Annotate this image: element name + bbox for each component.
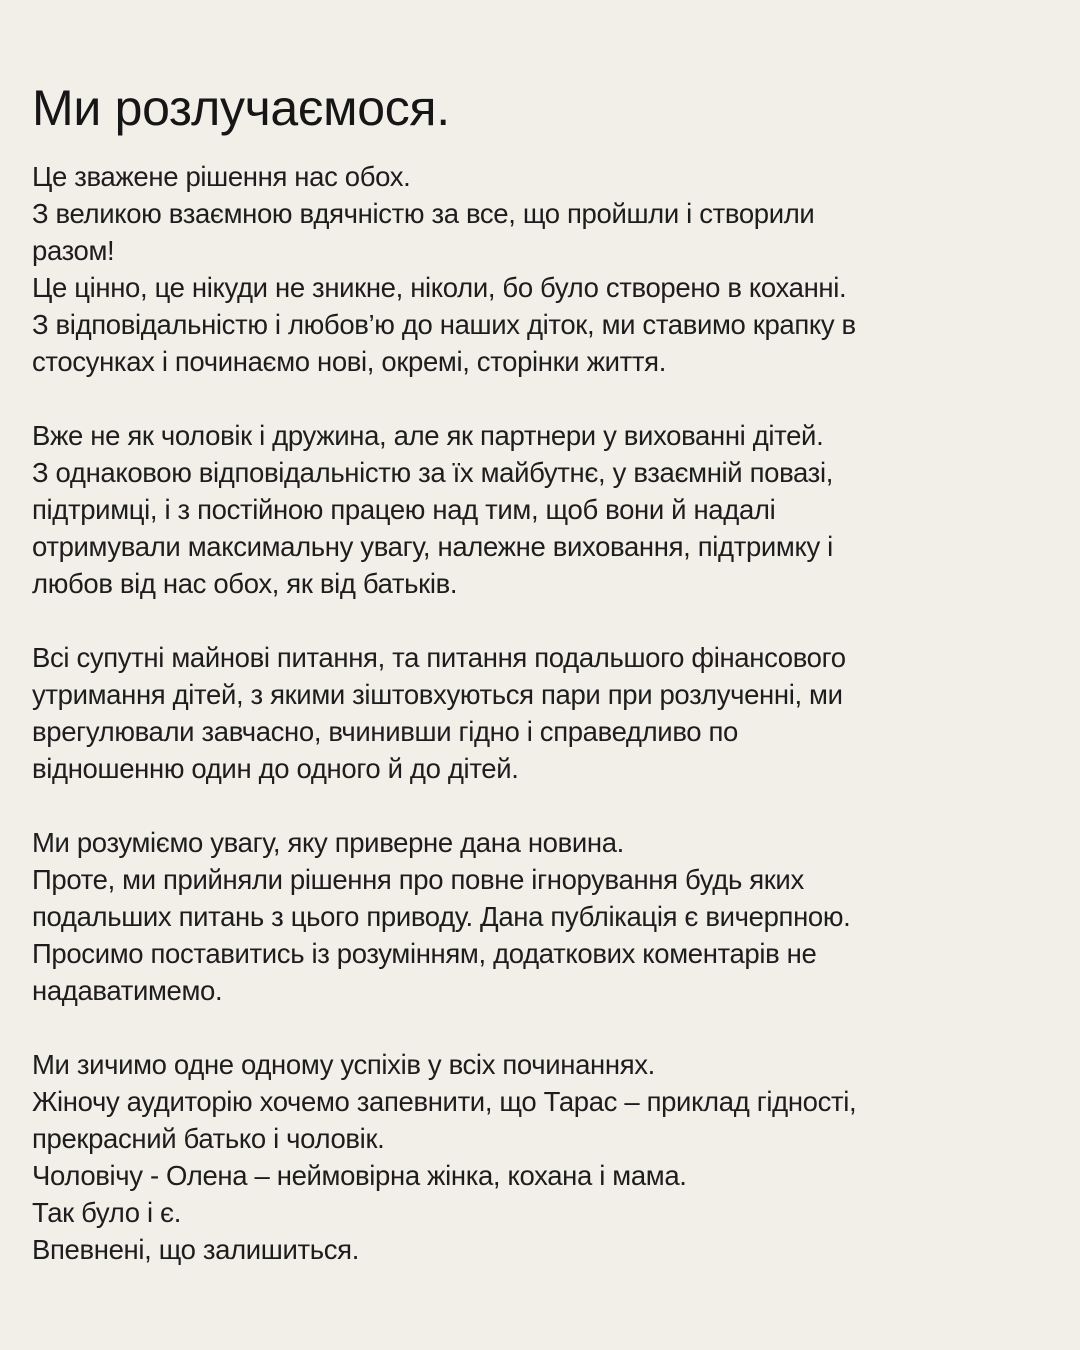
text-line: Просимо поставитись із розумінням, додаткових коментарів не bbox=[32, 938, 817, 969]
text-line: Впевнені, що залишиться. bbox=[32, 1234, 359, 1265]
paragraph-coparenting bbox=[32, 417, 1050, 602]
text-line: Так було і є. bbox=[32, 1197, 181, 1228]
text-line: стосунках і починаємо нові, окремі, сторінки життя. bbox=[32, 346, 666, 377]
paragraph-decision bbox=[32, 158, 1050, 380]
text-line: підтримці, і з постійною працею над тим, щоб вони й надалі bbox=[32, 494, 776, 525]
text-line: отримували максимальну увагу, належне виховання, підтримку і bbox=[32, 531, 833, 562]
page-title: Ми розлучаємося. bbox=[32, 80, 450, 136]
text-line: любов від нас обох, як від батьків. bbox=[32, 568, 458, 599]
text-line: З однаковою відповідальністю за їх майбутнє, у взаємній повазі, bbox=[32, 457, 833, 488]
text-line: Це зважене рішення нас обох. bbox=[32, 161, 411, 192]
text-line: подальших питань з цього приводу. Дана публікація є вичерпною. bbox=[32, 901, 851, 932]
text-line: Вже не як чоловік і дружина, але як партнери у вихованні дітей. bbox=[32, 420, 824, 451]
text-line: Це цінно, це нікуди не зникне, ніколи, бо було створено в коханні. bbox=[32, 272, 847, 303]
text-line: Ми зичимо одне одному успіхів у всіх починаннях. bbox=[32, 1049, 655, 1080]
paragraph-no-comments bbox=[32, 824, 1050, 1009]
text-line: врегулювали завчасно, вчинивши гідно і справедливо по bbox=[32, 716, 738, 747]
text-line: надаватимемо. bbox=[32, 975, 223, 1006]
paragraph-wishes bbox=[32, 1046, 1050, 1268]
text-line: Проте, ми прийняли рішення про повне ігнорування будь яких bbox=[32, 864, 804, 895]
statement-page bbox=[32, 78, 1050, 1305]
paragraph-property bbox=[32, 639, 1050, 787]
text-line: разом! bbox=[32, 235, 115, 266]
text-line: Жіночу аудиторію хочемо запевнити, що Тарас – приклад гідності, bbox=[32, 1086, 857, 1117]
text-line: З відповідальністю і любов’ю до наших діток, ми ставимо крапку в bbox=[32, 309, 856, 340]
text-line: утримання дітей, з якими зіштовхуються пари при розлученні, ми bbox=[32, 679, 843, 710]
text-line: Чоловічу - Олена – неймовірна жінка, кохана і мама. bbox=[32, 1160, 687, 1191]
text-line: З великою взаємною вдячністю за все, що пройшли і створили bbox=[32, 198, 815, 229]
text-line: відношенню один до одного й до дітей. bbox=[32, 753, 519, 784]
statement-body bbox=[32, 158, 1050, 1268]
text-line: прекрасний батько і чоловік. bbox=[32, 1123, 385, 1154]
text-line: Ми розуміємо увагу, яку приверне дана новина. bbox=[32, 827, 624, 858]
text-line: Всі супутні майнові питання, та питання подальшого фінансового bbox=[32, 642, 846, 673]
